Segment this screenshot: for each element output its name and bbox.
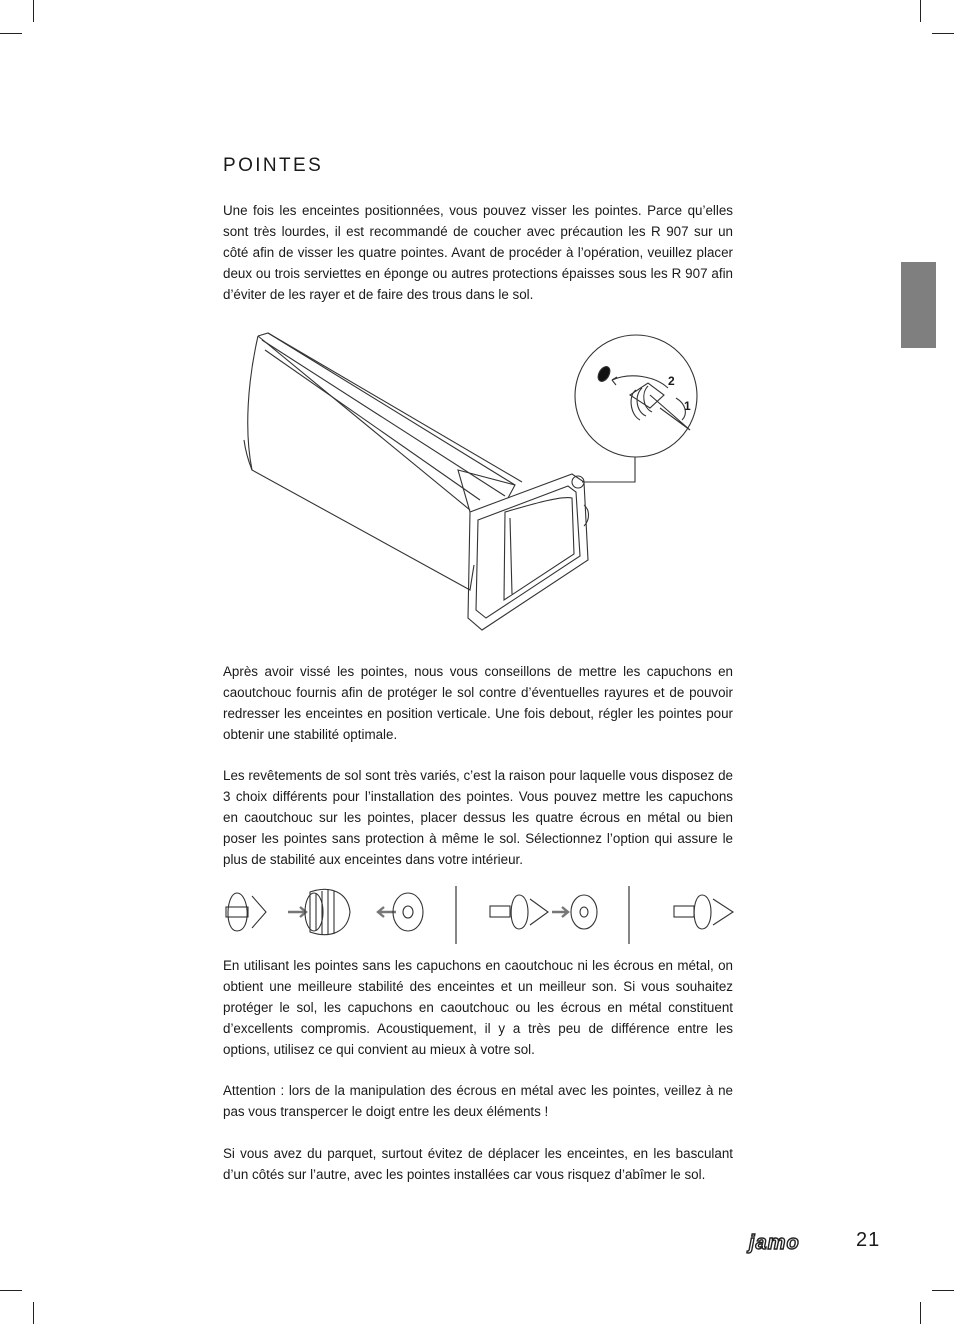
step-1-label: 1 [684, 399, 691, 413]
crop-mark [0, 33, 22, 34]
paragraph-options: Les revêtements de sol sont très variés, c’est la raison pour laquelle vous disposez de 3 choix différents pour l’installation des pointes. Vous pouvez mettre les capuchons en caoutchouc sur les pointes, placer dessus les quatre écrous en métal ou bien poser les pointes sans protection à même le sol. Sélectionnez l’option qui assure le plus de stabilité aux enceintes dans votre intérieur. [223, 768, 733, 867]
paragraph-stability: En utilisant les pointes sans les capuchons en caoutchouc ni les écrous en métal, on obtient une meilleure stabilité des enceintes et un meilleur son. Si vous souhaitez protéger le sol, les capuchons en caoutchouc ou les écrous en métal constituent d’excellents compromis. Acoustiquement, il y a très peu de différence entre les options, utilisez ce qui convient au mieux à votre sol. [223, 958, 733, 1057]
crop-mark [0, 1290, 22, 1291]
paragraph-warning: Attention : lors de la manipulation des écrous en métal avec les pointes, veillez à ne pas vous transpercer le doigt entre les deux éléments ! [223, 1083, 733, 1119]
crop-mark [932, 33, 954, 34]
paragraph-intro: Une fois les enceintes positionnées, vous pouvez visser les pointes. Parce qu’elles sont très lourdes, il est recommandé de coucher avec précaution les R 907 sur un côté afin de visser les quatre pointes. Avant de procéder à l’opération, veuillez placer deux ou trois serviettes en éponge ou autres protections épaisses sous les R 907 afin d’éviter de les rayer et de faire des trous dans le sol. [223, 203, 733, 302]
jamo-logo [749, 1233, 829, 1253]
step-2-label: 2 [668, 374, 675, 388]
crop-mark [33, 1302, 34, 1324]
paragraph-parquet: Si vous avez du parquet, surtout évitez de déplacer les enceintes, en les basculant d’un côtés sur l’autre, avec les pointes installées car vous risquez d’abîmer le sol. [223, 1146, 733, 1182]
page-number: 21 [856, 1229, 881, 1251]
crop-mark [920, 0, 921, 22]
svg-text:jamo: jamo [749, 1232, 800, 1254]
paragraph-caps: Après avoir vissé les pointes, nous vous conseillons de mettre les capuchons en caoutchouc fournis afin de protéger le sol contre d’éventuelles rayures et de pouvoir redresser les enceintes en position verticale. Une fois debout, régler les pointes pour obtenir une stabilité optimale. [223, 664, 733, 742]
crop-mark [33, 0, 34, 22]
section-tab [901, 262, 936, 348]
crop-mark [932, 1290, 954, 1291]
crop-mark [920, 1302, 921, 1324]
page-title: POINTES [223, 155, 324, 176]
